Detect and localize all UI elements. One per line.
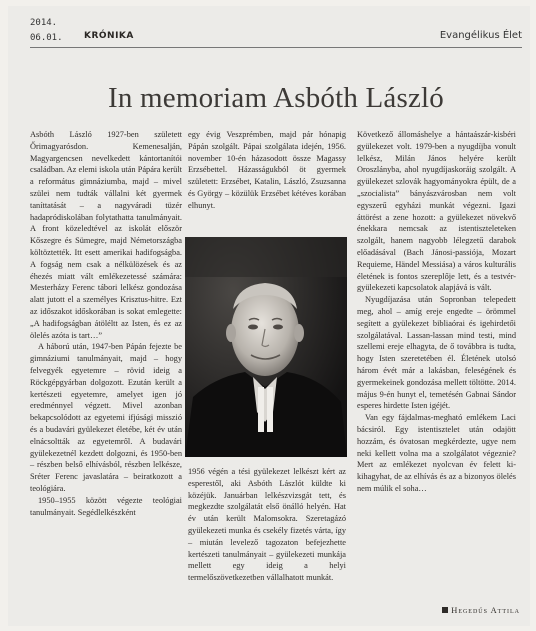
paragraph: Van egy fájdalmas-megható emlékem Laci bácsiról. Egy istentisztelet után odajött hozzám, és óvatosan megkérdezte, ugye nem neki kellett volna ma a szolgálatot végeznie? Mert az emlékezet nyolcvan év felett ki-kihagyhat, de az elhívás és az a bizonyos ölelés nem múlik el soha… [357,413,516,493]
paragraph: 1950–1955 között végezte teológiai tanulmányait. Segédlelkészként [30,495,182,517]
handwritten-date: 06.01. [30,33,63,43]
article-column-3 [357,129,516,495]
article-title: In memoriam Asbóth László [107,82,445,114]
publication-name: Evangélikus Élet [439,30,522,41]
byline-square-icon [442,607,448,613]
article-column-1 [30,129,182,518]
paragraph: egy évig Veszprémben, majd pár hónapig Pápán szolgált. Pápai szolgálata idején, 1956. november 10-én házasodott össze Magassy Erzsébettel. Házasságukból öt gyermek született: Erzsébet, Katalin, László, Zsuzsanna és György – közülük Erzsébet kétéves korában elhunyt. [188,130,346,210]
section-label: KRÓNIKA [84,31,134,41]
paragraph: 1956 végén a tési gyülekezet lelkészt kért az esperestől, aki Asbóth Lászlót küldte ki közéjük. Januárban lelkészvizsgát tett, és megkezdte szolgálatát első önálló helyén. Hat év után került Malomsokra. Szeretagázó gyülekezeti munka és csekély fizetés várta, így – miután levelező tagozaton befejezhette kertészeti tanulmányait – gyülekezeti munkája mellett egy ideig a helyi termelőszövetkezetben vállalhatott munkát. [188,467,346,583]
paragraph: Következő állomáshelye a hántaászár-kisbéri gyülekezet volt. 1979-ben a nyugdíjba vonult lelkész, Milán János helyére került Oroszlányba, ahol nyugdíjaskoráig szolgált. A gyülekezet szlovák hagyományokra épült, de a „szocialista” bányászvárosban nem volt egyszerű egyházi munkát végezni. Igazi áttörést a zene hozott: a gyülekezet növekvő énekkara nemcsak az istentiszteleteken szolgált, hanem nagyobb lélegzetű darabok előadásával (Bach Jánosi-passiója, Mozart Requieme, Händel Messiása) a város kulturális életének is fontos szereplője lett, és a testvér-gyülekezeti kapcsolatok alapjává is vált. [357,130,516,293]
handwritten-year: 2014. [30,18,58,28]
paragraph: A háború után, 1947-ben Pápán fejezte be gimnáziumi tanulmányait, majd – hogy felvegyék egyetemre – rövid ideig a Röckgépgyárban dolgozott. Ezután került a kertészeti egyetemre, amelyet igen jó eredménnyel végzett. Mivel azonban bekapcsolódott az egyetemi ifjúsági misszió és a budavári gyülekezet életébe, két év után elnácsoltták az egyetemről. A budavári gyülekezetnél kezdett dolgozni, és 1950-ben – részben belső elhívásból, részben lelkésze, Sréter Ferenc javaslatára – beiratkozott a teológiára. [30,342,182,493]
header-divider [30,47,522,48]
article-column-2-top [188,129,346,212]
paragraph: Nyugdíjazása után Sopronban telepedett meg, ahol – amíg ereje engedte – örömmel segített a gyülekezet bibliaórai és igehirdetői szolgálatával. Lassan-lassan mind testi, mind szellemi ereje elhagyta, de ő továbbra is tudta, hogy Isten szeretetében él. Életének utolsó három évét már a lakásban, feleségének és gyermekeinek gondozása mellett töltötte. 2014. május 9-én hunyt el, temetésén Gabnai Sándor esperes hirdette Isten igéjét. [357,295,516,411]
author-byline [442,606,520,615]
author-name: Hegedűs Attila [451,606,520,615]
article-column-2-bottom [188,466,346,584]
portrait-image [185,237,347,457]
paragraph: Asbóth László 1927-ben született Őrimagyarósdon. Kemenesalján, Magyargencsen nevelkedett kántortanítói családban. Az elemi iskola után Pápára került a református gimnáziumba, majd – mivel szülei nem tudták vállalni két gyermek taníttatását – a nagyváradi tüzér hadapródiskolában folytathatta tanulmányait. A front közeledtével az iskolát először Kőszegre és Sümegre, majd Németországba költöztették. Itt esett amerikai hadifogságba. A fogság nem csak a nélkülözések és az éhezés miatt vált emlékezetessé számára: Mesterházy Ferenc tábori lelkész gondozása alatt jutott el a személyes Krisztus-hitre. Ezt az időszakot időskorában is sokat emlegette: „A hadifogságban átöléltt az Isten, és ez az ölelés azóta is tart…” [30,130,182,340]
portrait-photo [185,237,347,457]
